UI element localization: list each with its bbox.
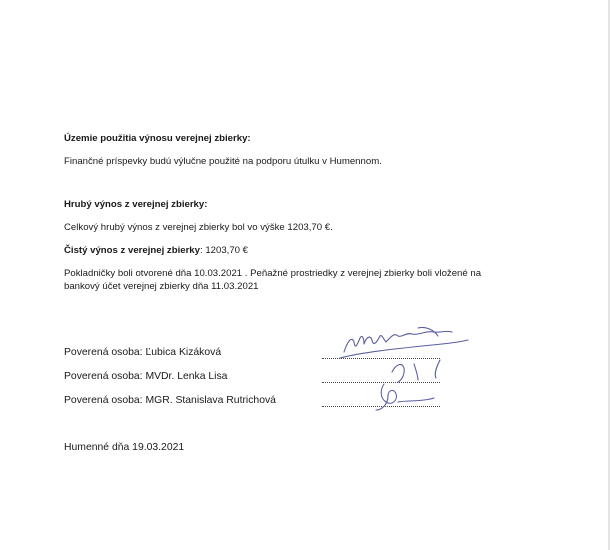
net-line [64, 244, 248, 257]
handwritten-signatures [322, 318, 482, 418]
net-value: : 1203,70 € [199, 245, 248, 256]
place-date: Humenné dňa 19.03.2021 [64, 442, 185, 453]
signature-3-stroke [376, 384, 396, 410]
gross-text: Celkový hrubý výnos z verejnej zbierky bol vo výške 1203,70 €. [64, 222, 333, 233]
person-row-2 [64, 371, 227, 382]
note-line-2: bankový účet verejnej zbierky dňa 11.03.2021 [64, 281, 259, 292]
person-label: Poverená osoba: Ľubica Kizáková [64, 347, 222, 358]
gross-heading: Hrubý výnos z verejnej zbierky: [64, 199, 208, 210]
signature-2-stroke [435, 360, 440, 378]
person-label: Poverená osoba: MGR. Stanislava Rutrichová [64, 395, 276, 406]
territory-text: Finančné príspevky budú výlučne použité na podporu útulku v Humennom. [64, 156, 382, 167]
person-row-3 [64, 395, 276, 406]
signature-2-stroke [414, 364, 418, 380]
signature-2-stroke [392, 365, 404, 382]
signature-3-stroke [398, 398, 434, 402]
person-label: Poverená osoba: MVDr. Lenka Lisa [64, 371, 228, 382]
person-row-1 [64, 347, 221, 358]
territory-heading: Územie použitia výnosu verejnej zbierky: [64, 133, 251, 144]
net-label: Čistý výnos z verejnej zbierky [64, 245, 200, 256]
signature-1-stroke [340, 340, 468, 358]
note-line-1: Pokladničky boli otvorené dňa 10.03.2021 . Peňažné prostriedky z verejnej zbierky boli vložené na [64, 268, 482, 279]
